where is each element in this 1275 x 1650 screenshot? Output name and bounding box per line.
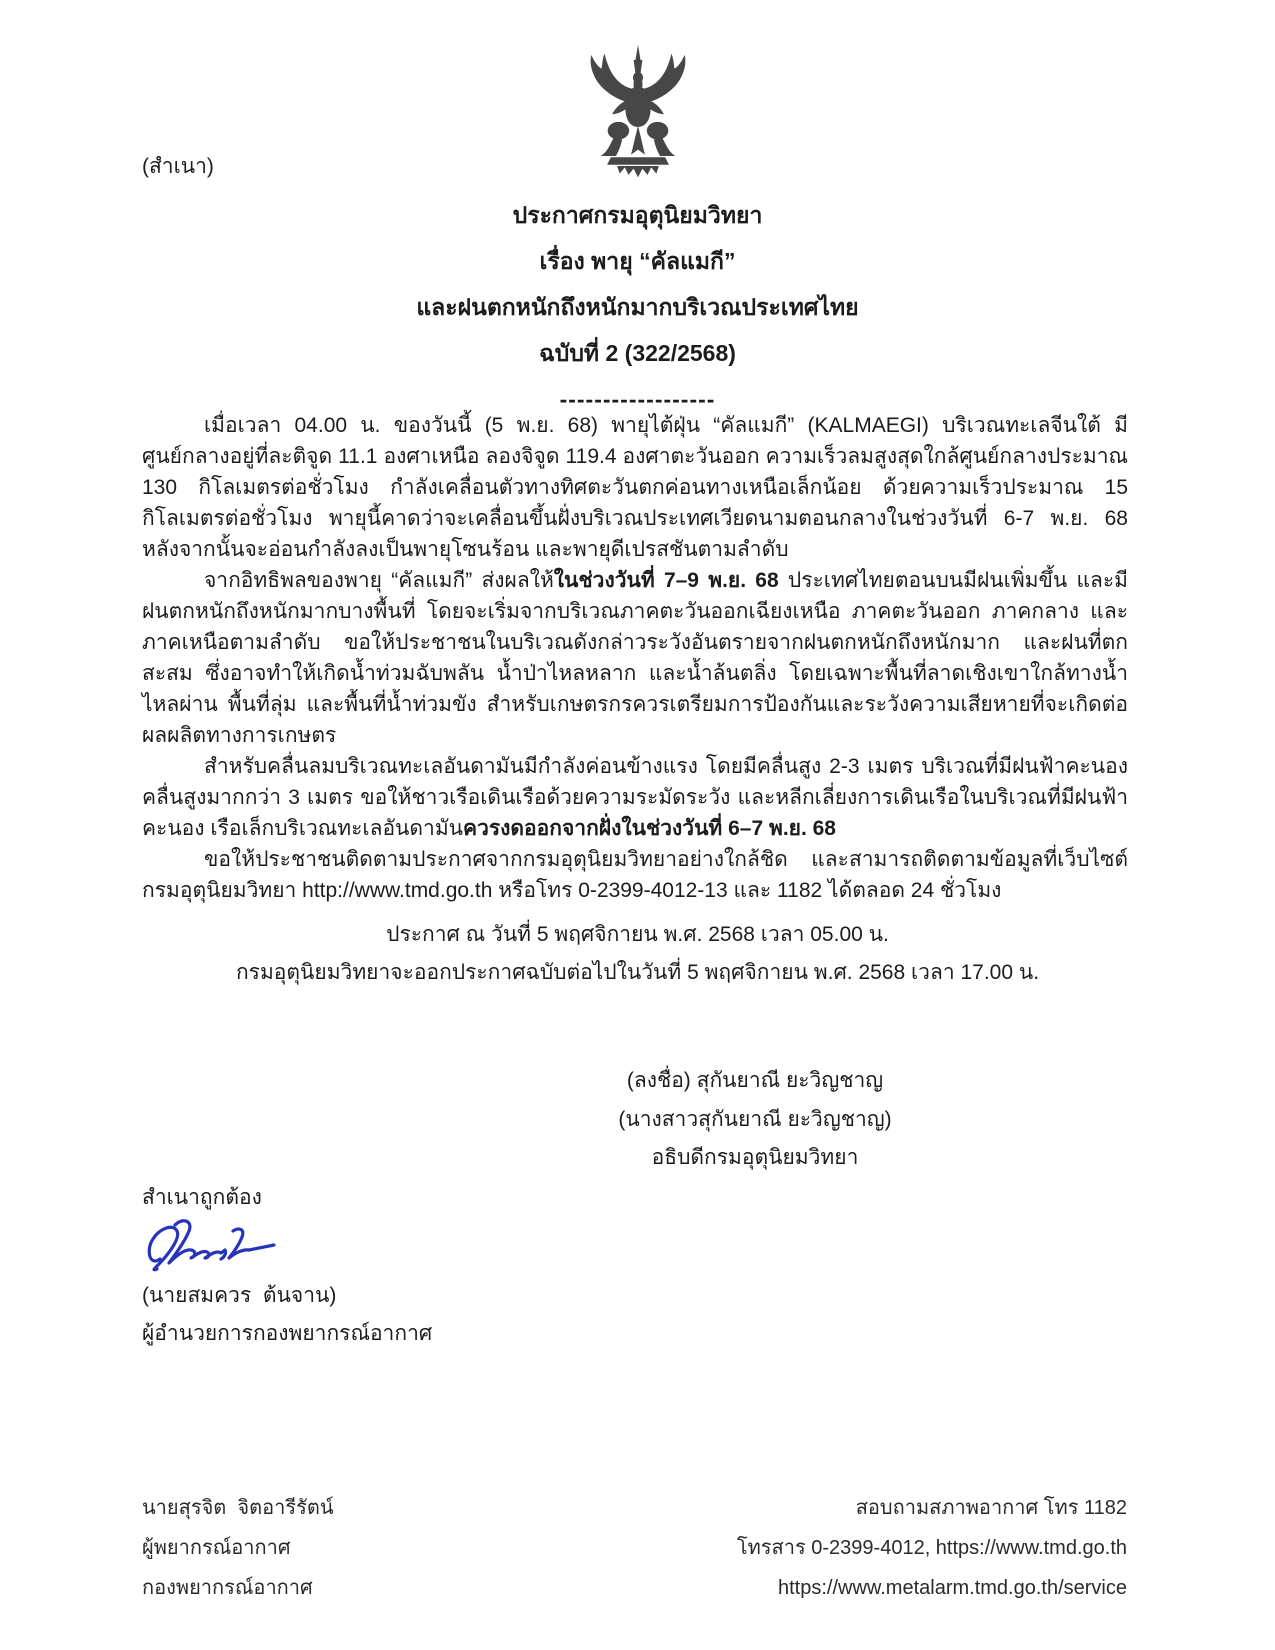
subject-line: เรื่อง พายุ “คัลแมกี”	[539, 248, 736, 274]
garuda-emblem-graphic	[578, 42, 698, 184]
forecaster-title: ผู้พยากรณ์อากาศ	[142, 1537, 291, 1559]
divider-dashes: ------------------	[559, 386, 716, 412]
announce-date-line: ประกาศ ณ วันที่ 5 พฤศจิกายน พ.ศ. 2568 เวลา 05.00 น.	[386, 923, 889, 946]
subject-line-2: และฝนตกหนักถึงหนักมากบริเวณประเทศไทย	[416, 294, 859, 320]
copy-label: (สำเนา)	[142, 155, 214, 178]
footer-left	[142, 1488, 333, 1608]
p1-text: เมื่อเวลา 04.00 น. ของวันนี้ (5 พ.ย. 68) พายุไต้ฝุ่น “คัลแมกี” (KALMAEGI) บริเวณทะเลจีนใต้ มีศูนย์กลางอยู่ที่ละติจูด 11.1 องศาเหนือ ลองจิจูด 119.4 องศาตะวันออก ความเร็วลมสูงสุดใกล้ศูนย์กลางประมาณ 130 กิโลเมตรต่อชั่วโมง กำลังเคลื่อนตัวทางทิศตะวันตกค่อนทางเหนือเล็กน้อย ด้วยความเร็วประมาณ 15 กิโลเมตรต่อชั่วโมง พายุนี้คาดว่าจะเคลื่อนขึ้นฝั่งบริเวณประเทศเวียดนามตอนกลางในช่วงวันที่ 6-7 พ.ย. 68 หลังจากนั้นจะอ่อนกำลังลงเป็นพายุโซนร้อน และพายุดีเปรสชันตามลำดับ	[142, 414, 1128, 561]
agency-title: ประกาศกรมอุตุนิยมวิทยา	[512, 202, 763, 228]
weather-inquiry-line: สอบถามสภาพอากาศ โทร 1182	[855, 1497, 1127, 1519]
metalarm-url-line: https://www.metalarm.tmd.go.th/service	[777, 1577, 1127, 1599]
forecaster-name: นายสุรจิต จิตอารีรัตน์	[142, 1497, 334, 1519]
p3-bold-dates: ควรงดออกจากฝั่งในช่วงวันที่ 6–7 พ.ย. 68	[463, 817, 836, 840]
handwritten-signature-icon	[144, 1215, 284, 1277]
certifier-name: (นายสมควร ต้นจาน)	[142, 1284, 337, 1307]
certifier-position: ผู้อำนวยการกองพยากรณ์อากาศ	[142, 1322, 433, 1345]
body-text	[142, 410, 1128, 906]
p3-pre: สำหรับคลื่นลมบริเวณทะเลอันดามันมีกำลังค่อนข้างแรง โดยมีคลื่นสูง 2-3 เมตร บริเวณที่มีฝนฟ้าคะนองคลื่นสูงมากกว่า 3 เมตร ขอให้ชาวเรือเดินเรือด้วยความระมัดระวัง และหลีกเลี่ยงการเดินเรือในบริเวณที่มีฝนฟ้าคะนอง เรือเล็กบริเวณทะเลอันดามัน	[142, 755, 1128, 840]
fax-website-line: โทรสาร 0-2399-4012, https://www.tmd.go.th	[736, 1537, 1127, 1559]
garuda-emblem-icon	[578, 42, 698, 184]
p4-text: ขอให้ประชาชนติดตามประกาศจากกรมอุตุนิยมวิทยาอย่างใกล้ชิด และสามารถติดตามข้อมูลที่เว็บไซต์ กรมอุตุนิยมวิทยา http://www.tmd.go.th หรือโทร 0-2399-4012-13 และ 1182 ได้ตลอด 24 ชั่วโมง	[142, 848, 1128, 902]
p2-post: ประเทศไทยตอนบนมีฝนเพิ่มขึ้น และมีฝนตกหนักถึงหนักมากบางพื้นที่ โดยจะเริ่มจากบริเวณภาคตะวันออกเฉียงเหนือ ภาคตะวันออก ภาคกลาง และภาคเหนือตามลำดับ ขอให้ประชาชนในบริเวณดังกล่าวระวังอันตรายจากฝนตกหนักถึงหนักมาก และฝนที่ตกสะสม ซึ่งอาจทำให้เกิดน้ำท่วมฉับพลัน น้ำป่าไหลหลาก และน้ำล้นตลิ่ง โดยเฉพาะพื้นที่ลาดเชิงเขาใกล้ทางน้ำไหลผ่าน พื้นที่ลุ่ม และพื้นที่น้ำท่วมขัง สำหรับเกษตรกรควรเตรียมการป้องกันและระวังความเสียหายที่จะเกิดต่อผลผลิตทางการเกษตร	[142, 569, 1128, 747]
paragraph-storm-status	[142, 410, 1128, 565]
paragraph-impact	[142, 565, 1128, 751]
signatory-name: (นางสาวสุกันยาณี ยะวิญชาญ)	[618, 1107, 892, 1131]
certified-copy-block	[142, 1184, 432, 1349]
certified-copy-label: สำเนาถูกต้อง	[142, 1186, 262, 1209]
paragraph-follow-info	[142, 844, 1128, 906]
p2-bold-dates: ในช่วงวันที่ 7–9 พ.ย. 68	[553, 569, 779, 592]
signed-by-line: (ลงชื่อ) สุกันยาณี ยะวิญชาญ	[626, 1069, 884, 1092]
p2-pre: จากอิทธิพลของพายุ “คัลแมกี” ส่งผลให้	[204, 569, 554, 592]
signatory-position: อธิบดีกรมอุตุนิยมวิทยา	[651, 1146, 859, 1169]
next-issue-line: กรมอุตุนิยมวิทยาจะออกประกาศฉบับต่อไปในวันที่ 5 พฤศจิกายน พ.ศ. 2568 เวลา 17.00 น.	[235, 961, 1040, 984]
announce-date-block	[0, 916, 1275, 992]
footer-right	[737, 1488, 1127, 1608]
forecaster-division: กองพยากรณ์อากาศ	[142, 1577, 313, 1599]
issue-number: ฉบับที่ 2 (322/2568)	[539, 340, 736, 366]
title-block	[0, 192, 1275, 422]
signatory-block	[538, 1062, 972, 1178]
paragraph-sea-conditions	[142, 751, 1128, 844]
